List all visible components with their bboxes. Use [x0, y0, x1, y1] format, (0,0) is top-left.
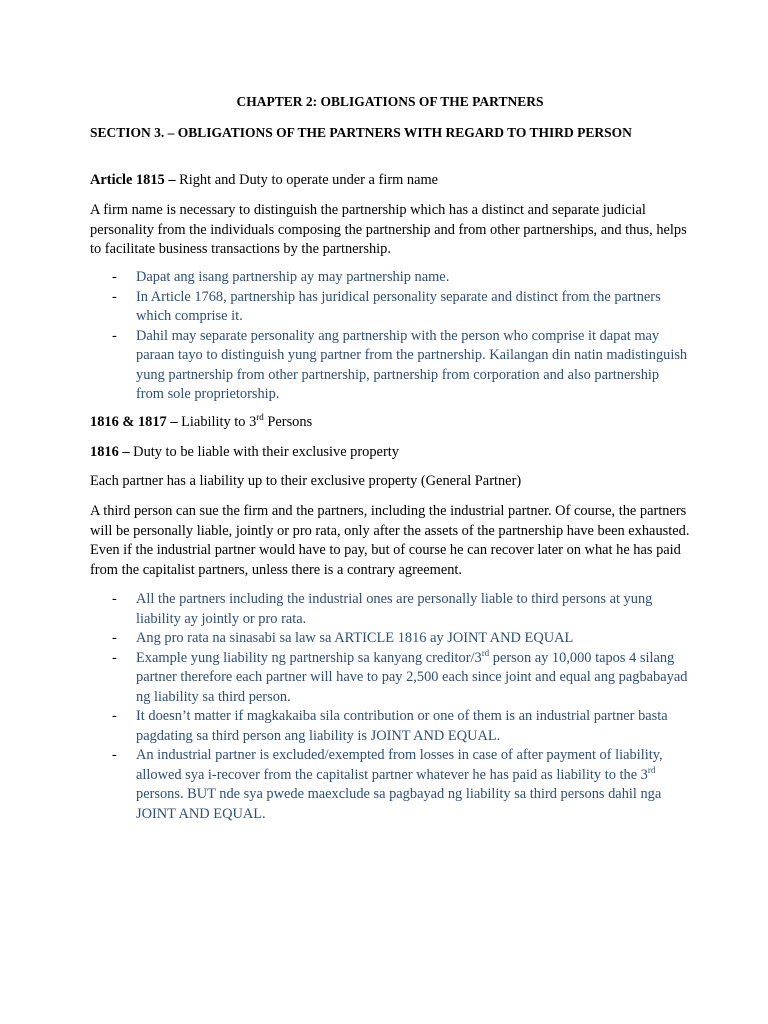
paragraph-firm-name: A firm name is necessary to distinguish the partnership which has a distinct and separate judicial personality from the individuals composing the partnership and from other partnerships, and thus, helps to facilitate business transactions by the partnership.: [90, 202, 687, 257]
list-item-text: Dahil may separate personality ang partnership with the person who comprise it dapat may paraan tayo to distinguish yung partner from the partnership. Kailangan din natin madistinguish yung partnership from other partnership, partnership from corporation and also partnership from sole proprietorship.: [136, 327, 688, 402]
list-item: - An industrial partner is excluded/exempted from losses in case of after payment of liability, allowed sya i-recover from the capitalist partner whatever he has paid as liability to the 3rd persons. BUT nde sya pwede maexclude sa pagbayad ng liability sa third persons dahil nga JOINT AND EQUAL.: [112, 747, 663, 822]
heading-1816-1817: 1816 & 1817 – Liability to 3rd Persons: [90, 412, 313, 430]
heading-1816: 1816 – Duty to be liable with their exclusive property: [90, 444, 399, 460]
list-item-text: In Article 1768, partnership has juridical personality separate and distinct from the partners which comprise it.: [136, 288, 661, 324]
chapter-title: CHAPTER 2: OBLIGATIONS OF THE PARTNERS: [236, 94, 544, 109]
list-item: - It doesn’t matter if magkakaiba sila contribution or one of them is an industrial partner basta pagdating sa third person ang liability is JOINT AND EQUAL.: [112, 708, 668, 744]
list-item: - In Article 1768, partnership has juridical personality separate and distinct from the partners which comprise it.: [112, 288, 661, 324]
heading-1816-1817-label: 1816 & 1817 –: [90, 414, 178, 430]
article-1815-text: Right and Duty to operate under a firm name: [175, 172, 439, 188]
paragraph-each-partner: Each partner has a liability up to their exclusive property (General Partner): [90, 473, 522, 489]
bullet-list-liability: [112, 590, 690, 824]
list-item-text: It doesn’t matter if magkakaiba sila contribution or one of them is an industrial partner basta pagdating sa third person ang liability is JOINT AND EQUAL.: [136, 708, 668, 744]
list-item-text: Dapat ang isang partnership ay may partnership name.: [136, 269, 450, 285]
list-item-text: Ang pro rata na sinasabi sa law sa ARTICLE 1816 ay JOINT AND EQUAL: [136, 630, 574, 646]
list-item-text: Example yung liability ng partnership sa kanyang creditor/3rd person ay 10,000 tapos 4 silang partner therefore each partner will have to pay 2,500 each since joint and equal ang pagbabayad ng liability sa third person.: [136, 647, 688, 705]
article-1815-heading: [90, 171, 690, 191]
list-item: - Ang pro rata na sinasabi sa law sa ARTICLE 1816 ay JOINT AND EQUAL: [112, 630, 574, 646]
paragraph-third-person: A third person can sue the firm and the partners, including the industrial partner. Of course, the partners will be personally liable, jointly or pro rata, only after the assets of the partnership have been exhausted. Even if the industrial partner would have to pay, but of course he can recover later on what he has paid from the capitalist partners, unless there is a contrary agreement.: [90, 503, 690, 578]
bullet-list-firm-name: [112, 268, 690, 405]
list-item-text: All the partners including the industrial ones are personally liable to third persons at yung liability ay jointly or pro rata.: [136, 591, 653, 627]
list-item: - Example yung liability ng partnership sa kanyang creditor/3rd person ay 10,000 tapos 4 silang partner therefore each partner will have to pay 2,500 each since joint and equal ang pagbabayad ng liability sa third person.: [112, 647, 688, 705]
article-1815-label: Article 1815 –: [90, 172, 176, 188]
list-item: - Dapat ang isang partnership ay may partnership name.: [112, 269, 450, 285]
section-title: SECTION 3. – OBLIGATIONS OF THE PARTNERS WITH REGARD TO THIRD PERSON: [90, 125, 632, 140]
list-item-text: An industrial partner is excluded/exempted from losses in case of after payment of liability, allowed sya i-recover from the capitalist partner whatever he has paid as liability to the 3rd persons. BUT nde sya pwede maexclude sa pagbayad ng liability sa third persons dahil nga JOINT AND EQUAL.: [136, 747, 663, 822]
list-item: - Dahil may separate personality ang partnership with the person who comprise it dapat may paraan tayo to distinguish yung partner from the partnership. Kailangan din natin madistinguish yung partnership from other partnership, partnership from corporation and also partnership from sole proprietorship.: [112, 327, 688, 402]
list-item: - All the partners including the industrial ones are personally liable to third persons at yung liability ay jointly or pro rata.: [112, 591, 653, 627]
heading-1816-label: 1816 –: [90, 444, 130, 460]
